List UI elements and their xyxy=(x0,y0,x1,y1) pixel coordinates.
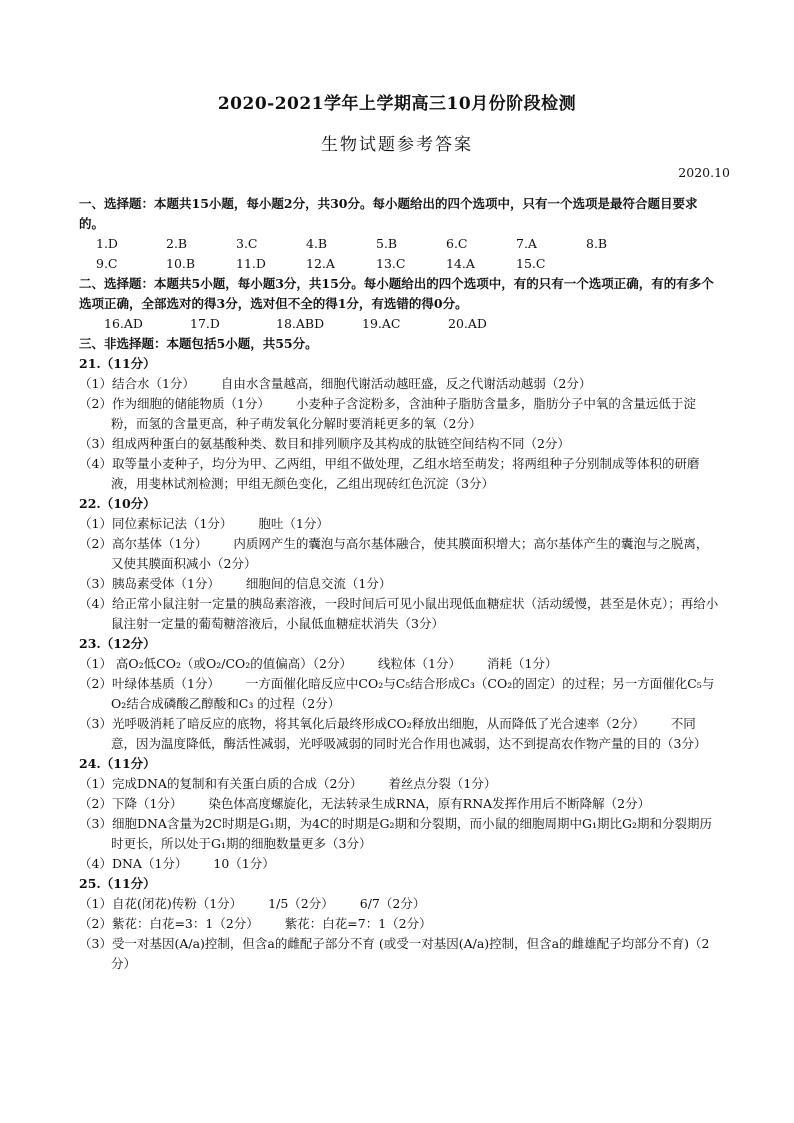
q24-answer-4 xyxy=(79,854,719,874)
q24-1a: （1）完成DNA的复制和有关蛋白质的合成（2分） xyxy=(79,776,363,791)
q25-2a: （2）紫花：白花=3：1（2分） xyxy=(79,916,259,931)
q25-1a: （1）自花(闭花)传粉（1分） xyxy=(79,896,243,911)
q22-heading: 22.（10分） xyxy=(79,496,156,511)
q21-heading: 21.（11分） xyxy=(79,356,156,371)
q21-2b: 小麦种子含淀粉多，含油种子脂肪含量多，脂肪分子中氧的含量远低于淀粉，而氢的含量更高，种子萌发氧化分解时要消耗更多的氧（2分） xyxy=(111,396,696,431)
answer-item: 19.AC xyxy=(362,316,401,331)
q21-answer-1 xyxy=(79,374,719,394)
answer-item: 12.A xyxy=(306,256,335,271)
document-body xyxy=(79,194,719,974)
answer-item: 14.A xyxy=(446,256,475,271)
answer-item: 17.D xyxy=(190,316,220,331)
q24-heading: 24.（11分） xyxy=(79,756,156,771)
q25-answer-1 xyxy=(79,894,719,914)
section1-answers-row1 xyxy=(79,234,719,254)
q25-answer-2 xyxy=(79,914,719,934)
q23-1a: （1） 高O₂低CO₂（或O₂/CO₂的值偏高）（2分） xyxy=(79,656,353,671)
q25-2b: 紫花：白花=7：1（2分） xyxy=(284,916,432,931)
q22-3a: （3）胰岛素受体（1分） xyxy=(79,576,220,591)
q24-answer-2 xyxy=(79,794,719,814)
q24-4b: 10（1分） xyxy=(213,856,275,871)
q22-2a: （2）高尔基体（1分） xyxy=(79,536,208,551)
answer-item: 16.AD xyxy=(104,316,143,331)
q21-answer-2 xyxy=(79,394,719,434)
q22-answer-1 xyxy=(79,514,719,534)
q25-1c: 6/7（2分） xyxy=(359,896,426,911)
answer-item: 11.D xyxy=(236,256,266,271)
page-title: 2020-2021学年上学期高三10月份阶段检测 xyxy=(217,94,577,114)
q23-answer-2 xyxy=(79,674,719,714)
q23-1b: 线粒体（1分） xyxy=(378,656,461,671)
q21-2a: （2）作为细胞的储能物质（1分） xyxy=(79,396,270,411)
answer-item: 7.A xyxy=(516,236,537,251)
answer-item: 3.C xyxy=(236,236,258,251)
q23-3b: 不同意，因为温度降低，酶活性减弱，光呼吸减弱的同时光合作用也减弱，达不到提高农作物产量的目的（3分） xyxy=(111,716,707,751)
document-date: 2020.10 xyxy=(678,165,730,180)
answer-item: 13.C xyxy=(376,256,406,271)
q23-2a: （2）叶绿体基质（1分） xyxy=(79,676,220,691)
section1-answers-row2 xyxy=(79,254,719,274)
answer-item: 10.B xyxy=(166,256,196,271)
answer-item: 15.C xyxy=(516,256,546,271)
q24-2a: （2）下降（1分） xyxy=(79,796,183,811)
q22-answer-2 xyxy=(79,534,719,574)
page-subtitle: 生物试题参考答案 xyxy=(321,135,473,155)
answer-item: 4.B xyxy=(306,236,328,251)
answer-item: 6.C xyxy=(446,236,468,251)
answer-item: 5.B xyxy=(376,236,398,251)
q24-4a: （4）DNA（1分） xyxy=(79,856,188,871)
q21-answer-3: （3）组成两种蛋白的氨基酸种类、数目和排列顺序及其构成的肽链空间结构不同（2分） xyxy=(79,436,570,451)
section2-heading: 二、选择题：本题共5小题，每小题3分，共15分。每小题给出的四个选项中，有的只有一个选项正确，有的有多个选项正确，全部选对的得3分，选对但不全的得1分，有选错的得0分。 xyxy=(79,276,714,311)
q22-2b: 内质网产生的囊泡与高尔基体融合，使其膜面积增大；高尔基体产生的囊泡与之脱离，又使其膜面积减小（2分） xyxy=(111,536,709,571)
q25-answer-3: （3）受一对基因(A/a)控制，但含a的雌配子部分不育 (或受一对基因(A/a)控制，但含a的雌雄配子均部分不育)（2分） xyxy=(79,936,710,971)
q25-heading: 25.（11分） xyxy=(79,876,156,891)
q24-answer-3: （3）细胞DNA含量为2C时期是G₁期，为4C的时期是G₂期和分裂期，而小鼠的细胞周期中G₁期比G₂期和分裂期历时更长，所以处于G₁期的细胞数量更多（3分） xyxy=(79,816,712,851)
q21-1b: 自由水含量越高，细胞代谢活动越旺盛，反之代谢活动越弱（2分） xyxy=(220,376,592,391)
q22-answer-4: （4）给正常小鼠注射一定量的胰岛素溶液，一段时间后可见小鼠出现低血糖症状（活动缓慢，甚至是休克）；再给小鼠注射一定量的葡萄糖溶液后，小鼠低血糖症状消失（3分） xyxy=(79,596,719,631)
q21-answer-4: （4）取等量小麦种子，均分为甲、乙两组，甲组不做处理，乙组水培至萌发；将两组种子分别制成等体积的研磨液，用斐林试剂检测；甲组无颜色变化，乙组出现砖红色沉淀（3分） xyxy=(79,456,700,491)
q25-1b: 1/5（2分） xyxy=(268,896,334,911)
answer-item: 20.AD xyxy=(448,316,487,331)
q23-1c: 消耗（1分） xyxy=(486,656,558,671)
answer-item: 2.B xyxy=(166,236,188,251)
q23-2b: 一方面催化暗反应中CO₂与C₅结合形成C₃（CO₂的固定）的过程；另一方面催化C₅与O₂结合成磷酸乙醇酸和C₃ 的过程（2分） xyxy=(111,676,715,711)
q22-3b: 细胞间的信息交流（1分） xyxy=(245,576,392,591)
answer-item: 1.D xyxy=(96,236,118,251)
section2-answers xyxy=(79,314,719,334)
answer-item: 8.B xyxy=(586,236,608,251)
q22-1a: （1）同位素标记法（1分） xyxy=(79,516,233,531)
q22-answer-3 xyxy=(79,574,719,594)
answer-item: 9.C xyxy=(96,256,118,271)
q24-1b: 着丝点分裂（1分） xyxy=(388,776,497,791)
section3-heading: 三、非选择题：本题包括5小题，共55分。 xyxy=(79,336,318,351)
q24-2b: 染色体高度螺旋化，无法转录生成RNA，原有RNA发挥作用后不断降解（2分） xyxy=(208,796,651,811)
answer-item: 18.ABD xyxy=(276,316,325,331)
q21-1a: （1）结合水（1分） xyxy=(79,376,195,391)
q23-answer-3 xyxy=(79,714,719,754)
q23-answer-1 xyxy=(79,654,719,674)
q24-answer-1 xyxy=(79,774,719,794)
section1-heading: 一、选择题：本题共15小题，每小题2分，共30分。每小题给出的四个选项中，只有一个选项是最符合题目要求的。 xyxy=(79,196,698,231)
q22-1b: 胞吐（1分） xyxy=(258,516,329,531)
q23-3a: （3）光呼吸消耗了暗反应的底物，将其氧化后最终形成CO₂释放出细胞，从而降低了光合速率（2分） xyxy=(79,716,645,731)
q23-heading: 23.（12分） xyxy=(79,636,156,651)
